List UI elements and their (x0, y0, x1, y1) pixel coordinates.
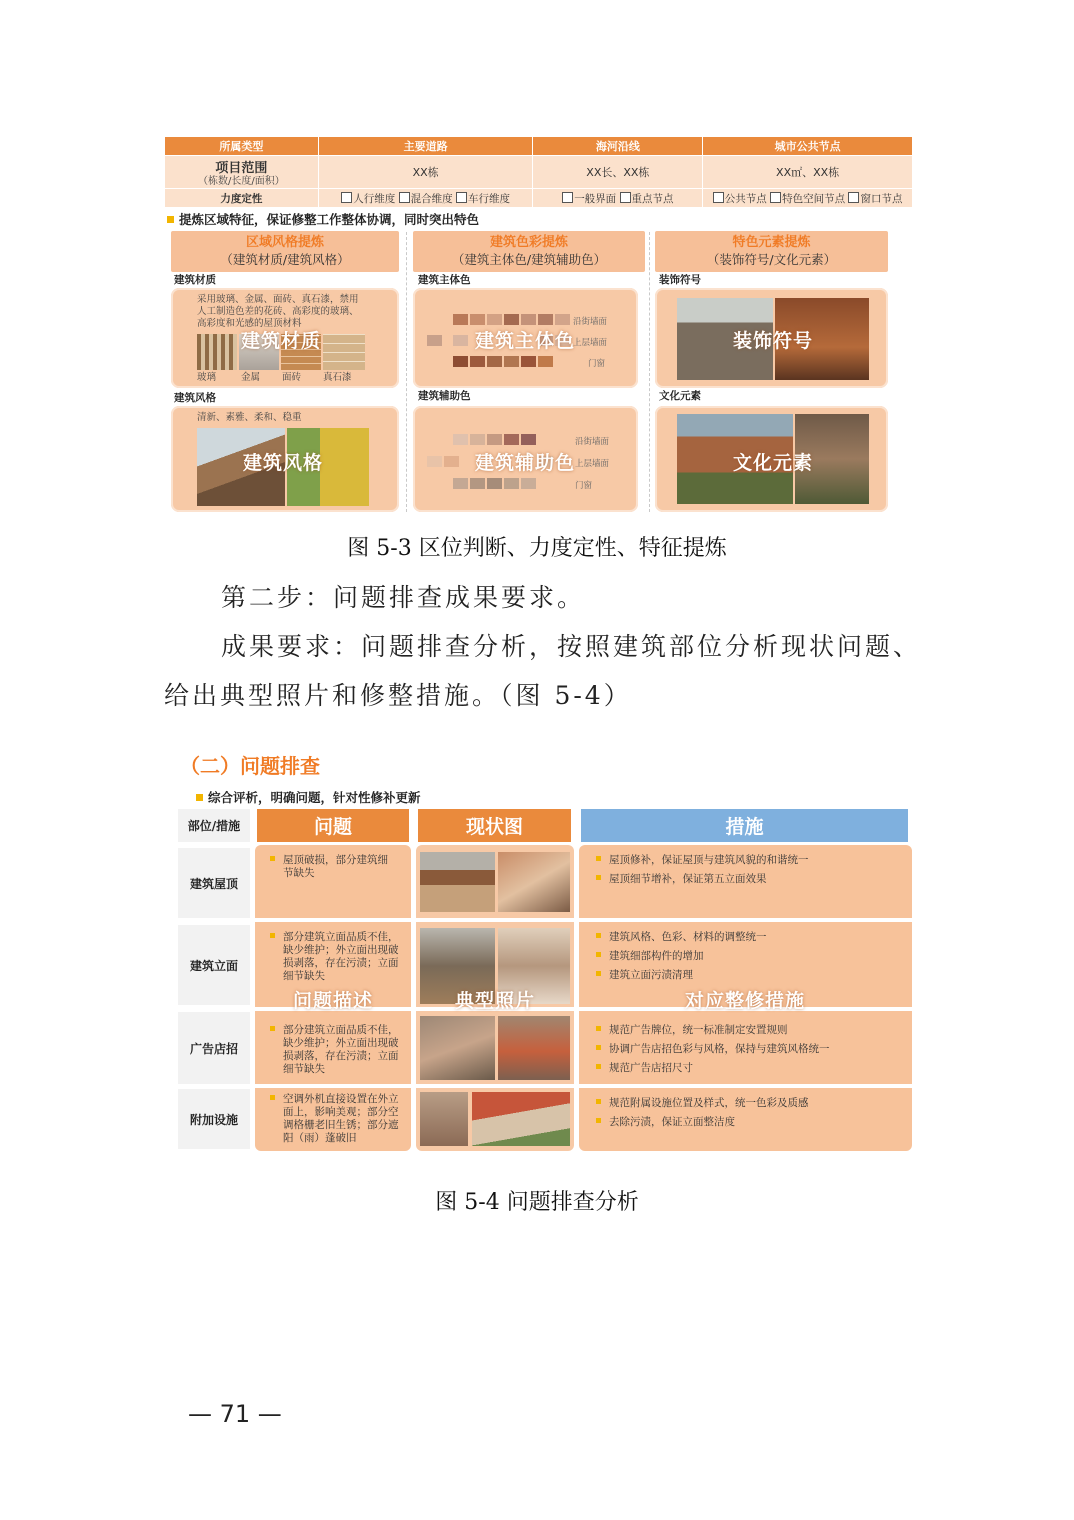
measure-text: 协调广告店招色彩与风格，保持与建筑风格统一 (609, 1043, 830, 1055)
measure-item (596, 1062, 693, 1075)
panel-main-color (413, 288, 638, 388)
measure-item (596, 1024, 788, 1037)
color-swatch (487, 478, 502, 489)
table-cell: XX㎡、XX栋 (703, 156, 913, 189)
color-swatch (444, 456, 459, 467)
sublabel-main-color: 建筑主体色 (418, 274, 471, 286)
color-swatch (538, 314, 553, 325)
bullet-icon (596, 1026, 601, 1031)
fig1-bullet (167, 210, 479, 228)
column-divider (649, 232, 650, 512)
material-label: 面砖 (282, 372, 302, 383)
facility-photo (472, 1092, 570, 1146)
bullet-icon (167, 216, 174, 223)
sublabel-material: 建筑材质 (174, 274, 216, 286)
material-label: 玻璃 (197, 372, 217, 383)
panel-culture (655, 406, 888, 512)
problem-item (270, 1024, 399, 1037)
color-swatch (470, 356, 485, 367)
color-swatch (470, 478, 485, 489)
measure-item (596, 931, 767, 944)
problem-line: 缺少维护；外立面出现破 (283, 944, 399, 956)
roof-photo (498, 852, 570, 912)
row-header-facilities: 附加设施 (178, 1089, 250, 1149)
table-header: 主要道路 (318, 137, 533, 156)
bullet-icon (596, 875, 601, 880)
column-title: 特色元素提炼 (732, 235, 811, 250)
swatch-label: 沿街墙面 (575, 437, 610, 447)
stone-paint-photo (323, 334, 365, 370)
header-photos: 现状图 (418, 809, 571, 842)
measure-item (596, 1116, 735, 1129)
problem-line: 损剥落，存在污渍；立面 (283, 957, 399, 969)
column-subtitle: （装饰符号/文化元素） (706, 252, 837, 267)
header-measures: 措施 (581, 809, 908, 842)
overlay-photos: 典型照片 (455, 990, 536, 1012)
measure-text: 规范附属设施位置及样式，统一色彩及质感 (609, 1097, 809, 1109)
fig2-bullet (196, 788, 421, 806)
problem-line: 阳（雨）蓬破旧 (283, 1132, 357, 1144)
bullet-icon (596, 1099, 601, 1104)
panel-overlay: 建筑材质 (241, 330, 322, 352)
row-label (165, 156, 319, 189)
measure-item (596, 969, 693, 982)
color-swatch (504, 478, 519, 489)
column-header-color (413, 231, 645, 272)
color-swatch (470, 314, 485, 325)
problem-line: 屋顶破损，部分建筑细 (283, 854, 388, 866)
bullet-icon (270, 933, 275, 938)
measure-text: 规范广告牌位，统一标准制定安置规则 (609, 1024, 788, 1036)
problem-line: 节缺失 (283, 867, 315, 879)
color-swatch (487, 314, 502, 325)
bullet-icon (596, 952, 601, 957)
measure-text: 建筑立面污渍清理 (609, 969, 693, 981)
checkbox (770, 192, 781, 203)
color-swatch (504, 434, 519, 445)
checkbox-label: 窗口节点 (860, 192, 903, 205)
bullet-icon (196, 794, 203, 801)
table-row (165, 189, 913, 208)
checkbox (341, 192, 352, 203)
measure-item (596, 1097, 809, 1110)
problem-line: 细节缺失 (283, 970, 325, 982)
page-number: — 71 — (188, 1400, 282, 1428)
color-swatch (453, 478, 468, 489)
color-swatch (453, 314, 468, 325)
color-swatch (470, 434, 485, 445)
corner-header: 部位/措施 (178, 809, 250, 842)
table-header: 所属类型 (165, 137, 319, 156)
column-divider (406, 232, 407, 512)
roof-photo (420, 852, 495, 912)
overlay-measures: 对应整修措施 (685, 990, 806, 1012)
row-header-roof: 建筑屋顶 (178, 848, 250, 918)
classification-table (164, 136, 913, 208)
problem-line: 部分建筑立面品质不佳， (283, 1024, 399, 1036)
fig2-title: （二）问题排查 (180, 754, 320, 778)
glass-photo (197, 334, 237, 370)
requirement-line-1: 成果要求：问题排查分析，按照建筑部位分析现状问题、 (221, 632, 922, 661)
table-cell (703, 189, 913, 208)
row-label: 力度定性 (165, 189, 319, 208)
sublabel-decoration: 装饰符号 (659, 274, 701, 286)
panel-decoration (655, 288, 888, 388)
row-divider (255, 1084, 912, 1088)
swatch-label: 上层墙面 (575, 459, 610, 469)
row-label-text: 项目范围 (215, 161, 268, 176)
color-swatch (555, 314, 570, 325)
figure-5-3-caption: 图 5-3 区位判断、力度定性、特征提炼 (347, 536, 727, 561)
table-row (165, 156, 913, 189)
checkbox-label: 车行维度 (467, 192, 510, 205)
table-cell (533, 189, 703, 208)
row-divider (255, 918, 912, 922)
fig1-bullet-text: 提炼区域特征，保证修整工作整体协调，同时突出特色 (179, 212, 480, 227)
checkbox (562, 192, 573, 203)
problem-line: 空调外机直接设置在外立 (283, 1093, 399, 1105)
color-swatch (427, 335, 442, 346)
swatch-label: 门窗 (588, 359, 606, 369)
header-problem: 问题 (257, 809, 409, 842)
table-header: 海河沿线 (533, 137, 703, 156)
bullet-icon (596, 1045, 601, 1050)
problem-item (270, 854, 388, 867)
material-label: 金属 (241, 372, 261, 383)
measure-text: 建筑细部构件的增加 (609, 950, 704, 962)
signage-photo (498, 1016, 570, 1080)
column-title: 建筑色彩提炼 (489, 235, 568, 250)
bullet-icon (270, 1095, 275, 1100)
measure-text: 去除污渍，保证立面整洁度 (609, 1116, 735, 1128)
checkbox-label: 人行维度 (353, 192, 396, 205)
color-swatch (521, 434, 536, 445)
column-header-element (655, 231, 888, 272)
color-swatch (521, 478, 536, 489)
swatch-label: 沿街墙面 (573, 317, 608, 327)
swatch-label: 门窗 (575, 481, 593, 491)
measure-item (596, 854, 809, 867)
panel-overlay: 建筑主体色 (475, 330, 576, 352)
step-text: 第二步：问题排查成果要求。 (221, 583, 586, 612)
checkbox (713, 192, 724, 203)
material-label: 真石漆 (323, 372, 352, 383)
color-swatch (504, 314, 519, 325)
measure-item (596, 873, 767, 886)
measure-item (596, 1043, 830, 1056)
measure-text: 规范广告店招尺寸 (609, 1062, 693, 1074)
bullet-icon (596, 1118, 601, 1123)
swatch-label: 上层墙面 (573, 338, 608, 348)
measure-text: 屋顶细节增补，保证第五立面效果 (609, 873, 767, 885)
color-swatch (427, 456, 442, 467)
bullet-icon (270, 856, 275, 861)
panel-style (171, 406, 399, 512)
color-swatch (453, 356, 468, 367)
signage-photo (420, 1016, 495, 1080)
column-header-style (171, 231, 399, 272)
checkbox (399, 192, 410, 203)
bullet-icon (596, 971, 601, 976)
panel-overlay: 建筑风格 (243, 452, 324, 474)
panel-aux-color (413, 406, 638, 512)
color-swatch (538, 356, 553, 367)
table-header-row (165, 137, 913, 156)
style-description: 清新、素雅、柔和、稳重 (197, 412, 302, 423)
measure-text: 建筑风格、色彩、材料的调整统一 (609, 931, 767, 943)
problem-line: 损剥落，存在污渍；立面 (283, 1050, 399, 1062)
sublabel-style: 建筑风格 (174, 392, 216, 404)
measure-item (596, 950, 704, 963)
measure-text: 屋顶修补，保证屋顶与建筑风貌的和谐统一 (609, 854, 809, 866)
checkbox (620, 192, 631, 203)
color-swatch (453, 434, 468, 445)
color-swatch (504, 356, 519, 367)
bullet-icon (596, 856, 601, 861)
bullet-icon (596, 933, 601, 938)
problem-line: 缺少维护；外立面出现破 (283, 1037, 399, 1049)
panel-material (171, 288, 399, 388)
sublabel-culture: 文化元素 (659, 390, 701, 402)
row-header-facade: 建筑立面 (178, 925, 250, 1005)
checkbox (848, 192, 859, 203)
table-cell: XX栋 (318, 156, 533, 189)
panel-overlay: 装饰符号 (733, 330, 814, 352)
sublabel-aux-color: 建筑辅助色 (418, 390, 471, 402)
color-swatch (521, 314, 536, 325)
color-swatch (521, 356, 536, 367)
color-swatch (453, 335, 468, 346)
color-swatch (487, 434, 502, 445)
row-header-signage: 广告店招 (178, 1012, 250, 1084)
checkbox-label: 公共节点 (724, 192, 767, 205)
material-description: 采用玻璃、金属、面砖、真石漆，禁用人工制造色差的花砖、高彩度的玻璃、高彩度和光感的屋顶材料 (197, 294, 359, 329)
facility-photo (420, 1092, 468, 1146)
checkbox-label: 特色空间节点 (782, 192, 846, 205)
panel-overlay: 建筑辅助色 (475, 452, 576, 474)
color-swatch (487, 356, 502, 367)
column-subtitle: （建筑主体色/建筑辅助色） (451, 252, 607, 267)
column-title: 区域风格提炼 (245, 235, 324, 250)
figure-5-4-caption: 图 5-4 问题排查分析 (435, 1190, 639, 1215)
table-cell (318, 189, 533, 208)
overlay-problem: 问题描述 (293, 990, 374, 1012)
problem-line: 调格栅老旧生锈；部分遮 (283, 1119, 399, 1131)
table-header: 城市公共节点 (703, 137, 913, 156)
checkbox-label: 重点节点 (631, 192, 674, 205)
problem-line: 部分建筑立面品质不佳， (283, 931, 399, 943)
figure-5-3 (164, 136, 913, 516)
table-cell: XX长、XX栋 (533, 156, 703, 189)
problem-item (270, 931, 399, 944)
problem-line: 面上，影响美观；部分空 (283, 1106, 399, 1118)
requirement-line-2: 给出典型照片和修整措施。（图 5-4） (164, 681, 632, 710)
checkbox-label: 一般界面 (574, 192, 617, 205)
panel-overlay: 文化元素 (733, 452, 814, 474)
bullet-icon (596, 1064, 601, 1069)
problem-line: 细节缺失 (283, 1063, 325, 1075)
fig2-bullet-text: 综合评析，明确问题，针对性修补更新 (208, 790, 421, 805)
row-sublabel: （栋数/长度/面积） (198, 176, 285, 187)
checkbox-label: 混合维度 (410, 192, 453, 205)
problem-item (270, 1093, 399, 1106)
column-subtitle: （建筑材质/建筑风格） (220, 252, 350, 267)
checkbox (456, 192, 467, 203)
bullet-icon (270, 1026, 275, 1031)
